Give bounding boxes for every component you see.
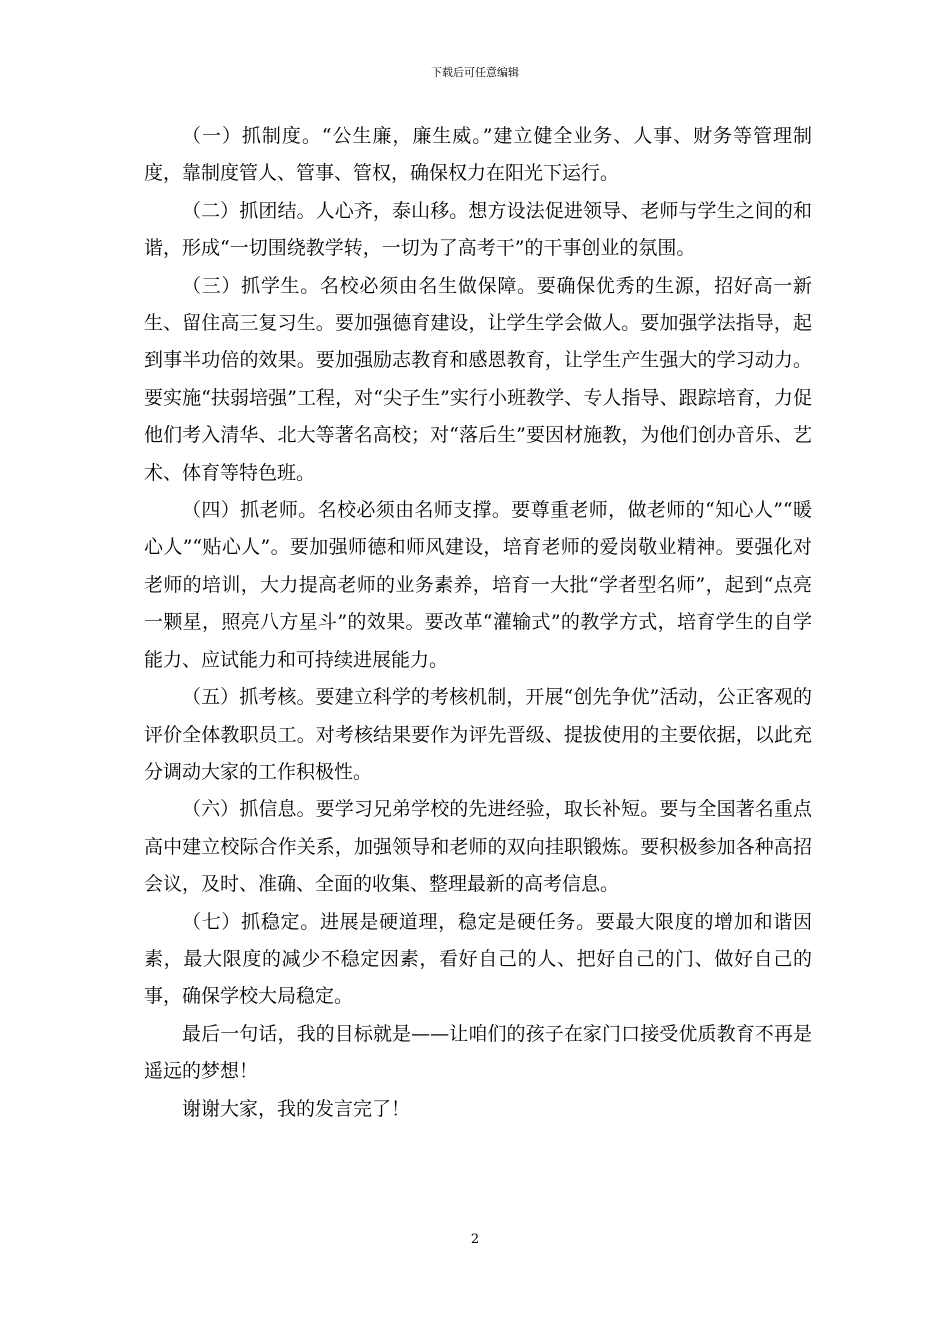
- page-number: 2: [470, 1232, 480, 1247]
- paragraph-stability: （七）抓稳定。进展是硬道理，稳定是硬任务。要最大限度的增加和谐因素，最大限度的减少不稳定因素，看好自己的人、把好自己的门、做好自己的事，确保学校大局稳定。: [144, 910, 812, 1008]
- paragraph-information: （六）抓信息。要学习兄弟学校的先进经验，取长补短。要与全国著名重点高中建立校际合作关系，加强领导和老师的双向挂职锻炼。要积极参加各种高招会议，及时、准确、全面的收集、整理最新的高考信息。: [144, 798, 812, 896]
- paragraph-thanks: 谢谢大家，我的发言完了！: [182, 1097, 411, 1120]
- paragraph-teachers: （四）抓老师。名校必须由名师支撑。要尊重老师，做老师的“知心人”“暖心人”“贴心人”。要加强师德和师风建设，培育老师的爱岗敬业精神。要强化对老师的培训，大力提高老师的业务素养，培育一大批“学者型名师”，起到“点亮一颗星，照亮八方星斗”的效果。要改革“灌输式”的教学方式，培育学生的自学能力、应试能力和可持续进展能力。: [144, 499, 812, 671]
- paragraph-system: （一）抓制度。“公生廉，廉生威。”建立健全业务、人事、财务等管理制度，靠制度管人、管事、管权，确保权力在阳光下运行。: [144, 125, 812, 185]
- paragraph-closing: 最后一句话，我的目标就是——让咱们的孩子在家门口接受优质教育不再是遥远的梦想！: [144, 1022, 812, 1083]
- paragraph-students: （三）抓学生。名校必须由名生做保障。要确保优秀的生源，招好高一新生、留住高三复习生。要加强德育建设，让学生学会做人。要加强学法指导，起到事半功倍的效果。要加强励志教育和感恩教育，让学生产生强大的学习动力。要实施“扶弱培强”工程，对“尖子生”实行小班教学、专人指导、跟踪培育，力促他们考入清华、北大等著名高校；对“落后生”要因材施教，为他们创办音乐、艺术、体育等特色班。: [144, 274, 812, 484]
- paragraph-unity: （二）抓团结。人心齐，泰山移。想方设法促进领导、老师与学生之间的和谐，形成“一切围绕教学转，一切为了高考干”的干事创业的氛围。: [144, 199, 812, 260]
- paragraph-assessment: （五）抓考核。要建立科学的考核机制，开展“创先争优”活动，公正客观的评价全体教职员工。对考核结果要作为评先晋级、提拔使用的主要依据，以此充分调动大家的工作积极性。: [144, 686, 812, 783]
- document-body: [144, 118, 812, 1128]
- page-header: 下载后可任意编辑: [431, 66, 519, 79]
